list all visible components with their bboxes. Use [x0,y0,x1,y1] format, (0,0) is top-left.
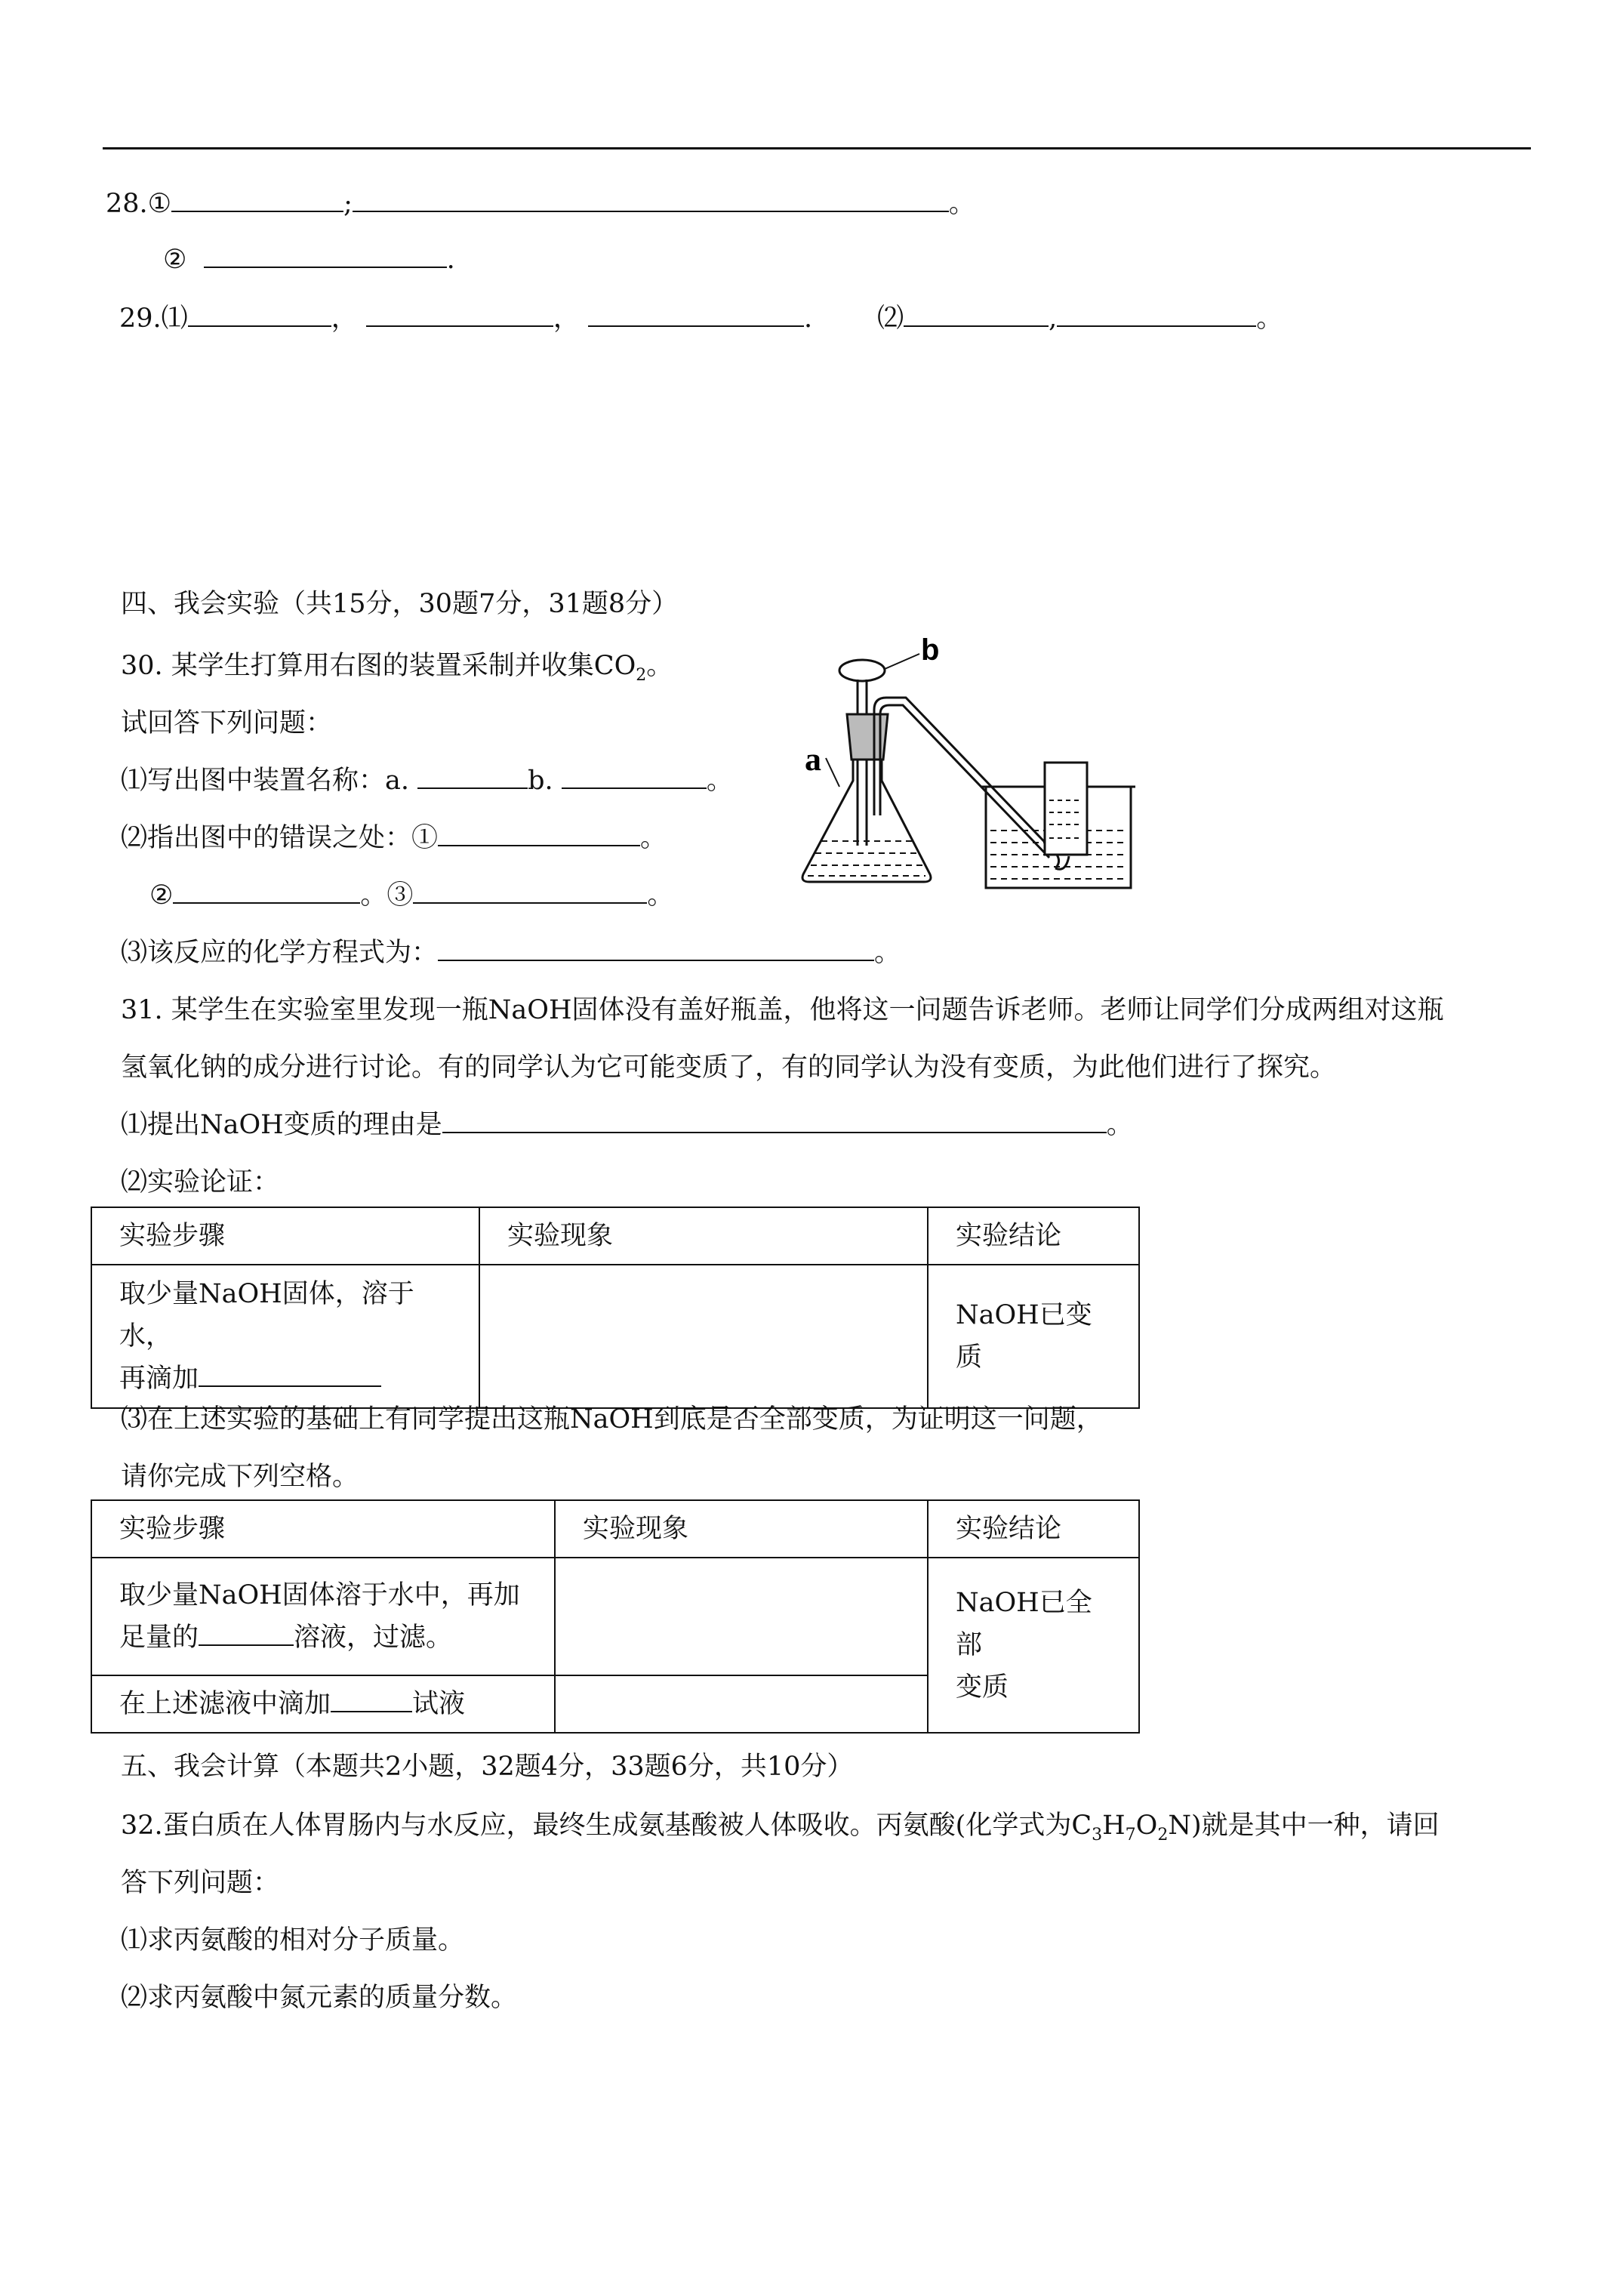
table2-blank-solution[interactable] [199,1622,294,1646]
q31-part2: ⑵实验论证： [121,1167,280,1197]
header-conclusion: 实验结论 [928,1207,1139,1265]
table2-blank-indicator[interactable] [331,1688,412,1712]
q28-line1: 28.① ; 。 [106,189,975,219]
q28-line2: ② . [163,245,455,275]
q31-part1: ⑴提出NaOH变质的理由是 。 [121,1110,1133,1140]
q30-blank-equation[interactable] [438,937,874,961]
delivery-tube [874,698,1059,868]
cell-step: 在上述滤液中滴加 试液 [91,1675,555,1733]
top-rule [103,147,1531,149]
q31-line2: 氢氧化钠的成分进行讨论。有的同学认为它可能变质了，有的同学认为没有变质，为此他们进行了探究。 [121,1052,1337,1083]
q29-blank-2[interactable] [366,303,553,327]
header-step: 实验步骤 [91,1207,479,1265]
q32-part1: ⑴求丙氨酸的相对分子质量。 [121,1925,465,1955]
q29-blank-3[interactable] [588,303,804,327]
experiment-table-1 [91,1207,1140,1409]
q30-blank-err1[interactable] [438,822,640,846]
table-row [91,1207,1139,1265]
q31-part3b: 请你完成下列空格。 [121,1462,359,1492]
q30-part3: ⑶该反应的化学方程式为： 。 [121,938,901,968]
cell-phenomenon[interactable] [479,1265,928,1408]
stopper [847,714,888,760]
q32-line1: 32.蛋白质在人体胃肠内与水反应，最终生成氨基酸被人体吸收。丙氨酸(化学式为$C_3H_7O_2N$)就是其中一种，请回 [121,1811,1440,1845]
q30-blank-b[interactable] [562,765,707,789]
cell-phenomenon[interactable] [555,1558,928,1675]
gas-jar [1045,763,1087,855]
header-phenomenon: 实验现象 [555,1500,928,1558]
q29-line: 29.⑴ ， ， . ⑵ , 。 [119,304,1283,334]
cell-step: 取少量NaOH固体，溶于水， 再滴加 [91,1265,479,1408]
flask-liquid-lines [808,853,925,876]
cell-phenomenon[interactable] [555,1675,928,1733]
header-step: 实验步骤 [91,1500,555,1558]
q30-blank-err3[interactable] [413,880,647,904]
cell-conclusion: NaOH已变质 [928,1265,1139,1408]
table-row [91,1265,1139,1408]
label-a: a [805,741,821,778]
q32-line2: 答下列问题： [121,1868,280,1898]
table1-blank-reagent[interactable] [199,1363,381,1387]
q29-blank-1[interactable] [188,303,331,327]
cell-conclusion: NaOH已全部 变质 [928,1558,1139,1733]
q30-part1: ⑴写出图中装置名称：a. b. 。 [121,766,733,796]
q30-line2: 试回答下列问题： [121,708,333,738]
q30-part2: ⑵指出图中的错误之处：① 。 [121,823,667,853]
label-b: b [921,633,940,667]
q30-intro: 30. 某学生打算用右图的装置采制并收集$CO_2$。 [121,651,673,685]
funnel-stem [858,680,867,846]
table-row [91,1558,1139,1675]
experiment-table-2 [91,1499,1140,1734]
q28-blank-1[interactable] [171,188,343,212]
q31-part3a: ⑶在上述实验的基础上有同学提出这瓶NaOH到底是否全部变质，为证明这一问题， [121,1404,1103,1435]
q30-part2b: ② 。③ 。 [149,880,674,911]
q32-part2: ⑵求丙氨酸中氮元素的质量分数。 [121,1983,518,2013]
q28-blank-2[interactable] [353,188,949,212]
header-phenomenon: 实验现象 [479,1207,928,1265]
q29-blank-4[interactable] [904,303,1049,327]
section-5-title: 五、我会计算（本题共2小题，32题4分，33题6分，共10分） [121,1752,854,1782]
q30-blank-err2[interactable] [173,880,360,904]
q31-line1: 31. 某学生在实验室里发现一瓶NaOH固体没有盖好瓶盖，他将这一问题告诉老师。老师让同学们分成两组对这瓶 [121,995,1444,1025]
cell-step: 取少量NaOH固体溶于水中，再加 足量的 溶液，过滤。 [91,1558,555,1675]
q29-blank-5[interactable] [1057,303,1256,327]
funnel-top [839,660,885,681]
section-4-title: 四、我会实验（共15分，30题7分，31题8分） [121,589,679,619]
label-b-leader [885,654,919,669]
co2-apparatus-figure [793,619,1155,898]
q31-blank-reason[interactable] [442,1109,1107,1133]
q28-blank-3[interactable] [204,244,447,268]
header-conclusion: 实验结论 [928,1500,1139,1558]
q30-blank-a[interactable] [417,765,528,789]
table-row [91,1500,1139,1558]
label-a-leader [826,758,839,787]
